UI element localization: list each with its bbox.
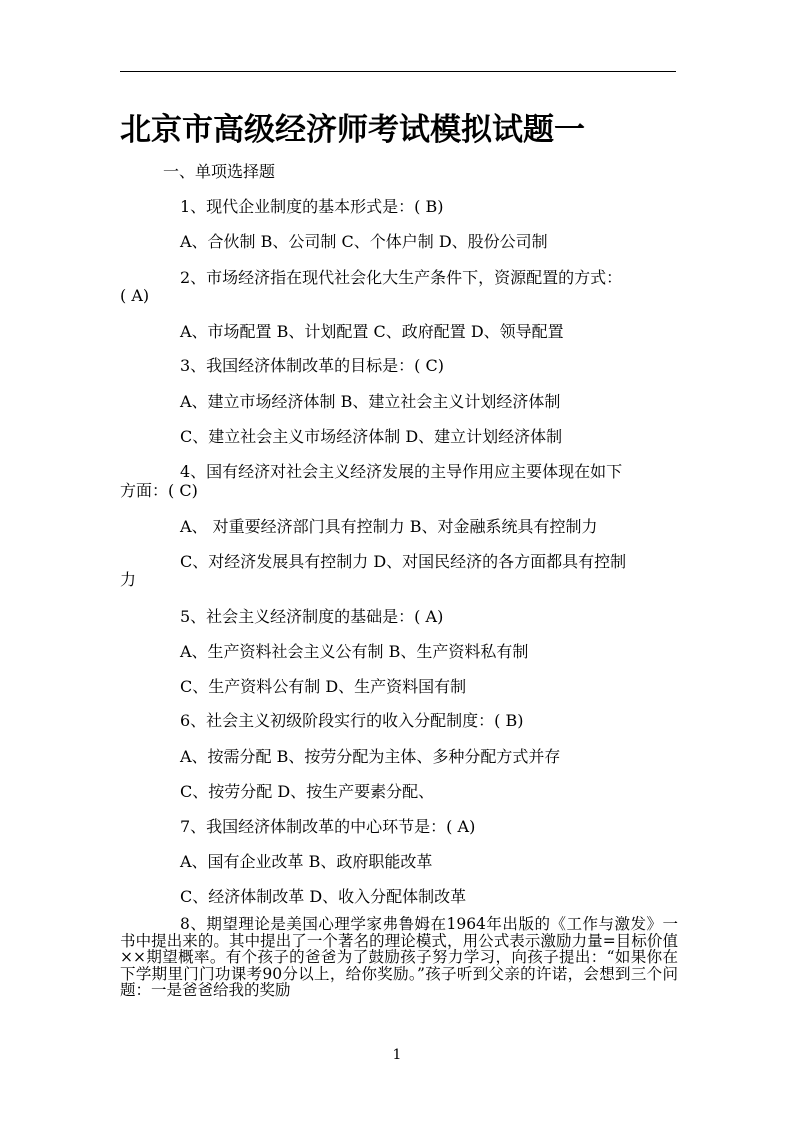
question-2-line-1: 2、市场经济指在现代社会化大生产条件下，资源配置的方式： — [180, 268, 623, 287]
options-7-line-2: C、经济体制改革 D、收入分配体制改革 — [180, 887, 467, 906]
question-6: 6、社会主义初级阶段实行的收入分配制度：( B) — [180, 711, 524, 730]
options-3-line-2: C、建立社会主义市场经济体制 D、建立计划经济体制 — [180, 427, 563, 446]
options-3-line-1: A、建立市场经济体制 B、建立社会主义计划经济体制 — [180, 392, 561, 411]
document-title: 北京市高级经济师考试模拟试题一 — [120, 112, 585, 148]
options-4-line-1: A、 对重要经济部门具有控制力 B、对金融系统具有控制力 — [180, 517, 598, 536]
options-1: A、合伙制 B、公司制 C、个体户制 D、股份公司制 — [180, 232, 548, 251]
options-5-line-1: A、生产资料社会主义公有制 B、生产资料私有制 — [180, 642, 529, 661]
question-1: 1、现代企业制度的基本形式是：( B) — [180, 197, 444, 216]
question-2-line-2: ( A) — [120, 286, 150, 305]
question-3: 3、我国经济体制改革的目标是：( C) — [180, 356, 444, 375]
header-rule — [120, 71, 676, 72]
question-7: 7、我国经济体制改革的中心环节是：( A) — [180, 817, 476, 836]
page-number: 1 — [392, 1047, 402, 1063]
question-5: 5、社会主义经济制度的基础是：( A) — [180, 607, 444, 626]
options-2: A、市场配置 B、计划配置 C、政府配置 D、领导配置 — [180, 322, 564, 341]
question-4-line-2: 方面：( C) — [120, 481, 198, 500]
options-7-line-1: A、国有企业改革 B、政府职能改革 — [180, 852, 433, 871]
options-6-line-1: A、按需分配 B、按劳分配为主体、多种分配方式并存 — [180, 747, 561, 766]
options-4-line-2: C、对经济发展具有控制力 D、对国民经济的各方面都具有控制 — [180, 552, 627, 571]
section-heading: 一、单项选择题 — [163, 162, 276, 181]
question-4-line-1: 4、国有经济对社会主义经济发展的主导作用应主要体现在如下 — [180, 462, 623, 481]
options-4-line-3: 力 — [120, 570, 137, 589]
question-8-paragraph: 8、期望理论是美国心理学家弗鲁姆在1964年出版的《工作与激发》一书中提出来的。其中提出了一个著名的理论模式，用公式表示激励力量=目标价值××期望概率。有个孩子的爸爸为了鼓励孩子努力学习，向孩子提出：“如果你在下学期里门门功课考90分以上，给你奖励。”孩子听到父亲的许诺，会想到三个问题：一是爸爸给我的奖励 — [120, 915, 678, 999]
options-5-line-2: C、生产资料公有制 D、生产资料国有制 — [180, 677, 467, 696]
options-6-line-2: C、按劳分配 D、按生产要素分配、 — [180, 782, 435, 801]
